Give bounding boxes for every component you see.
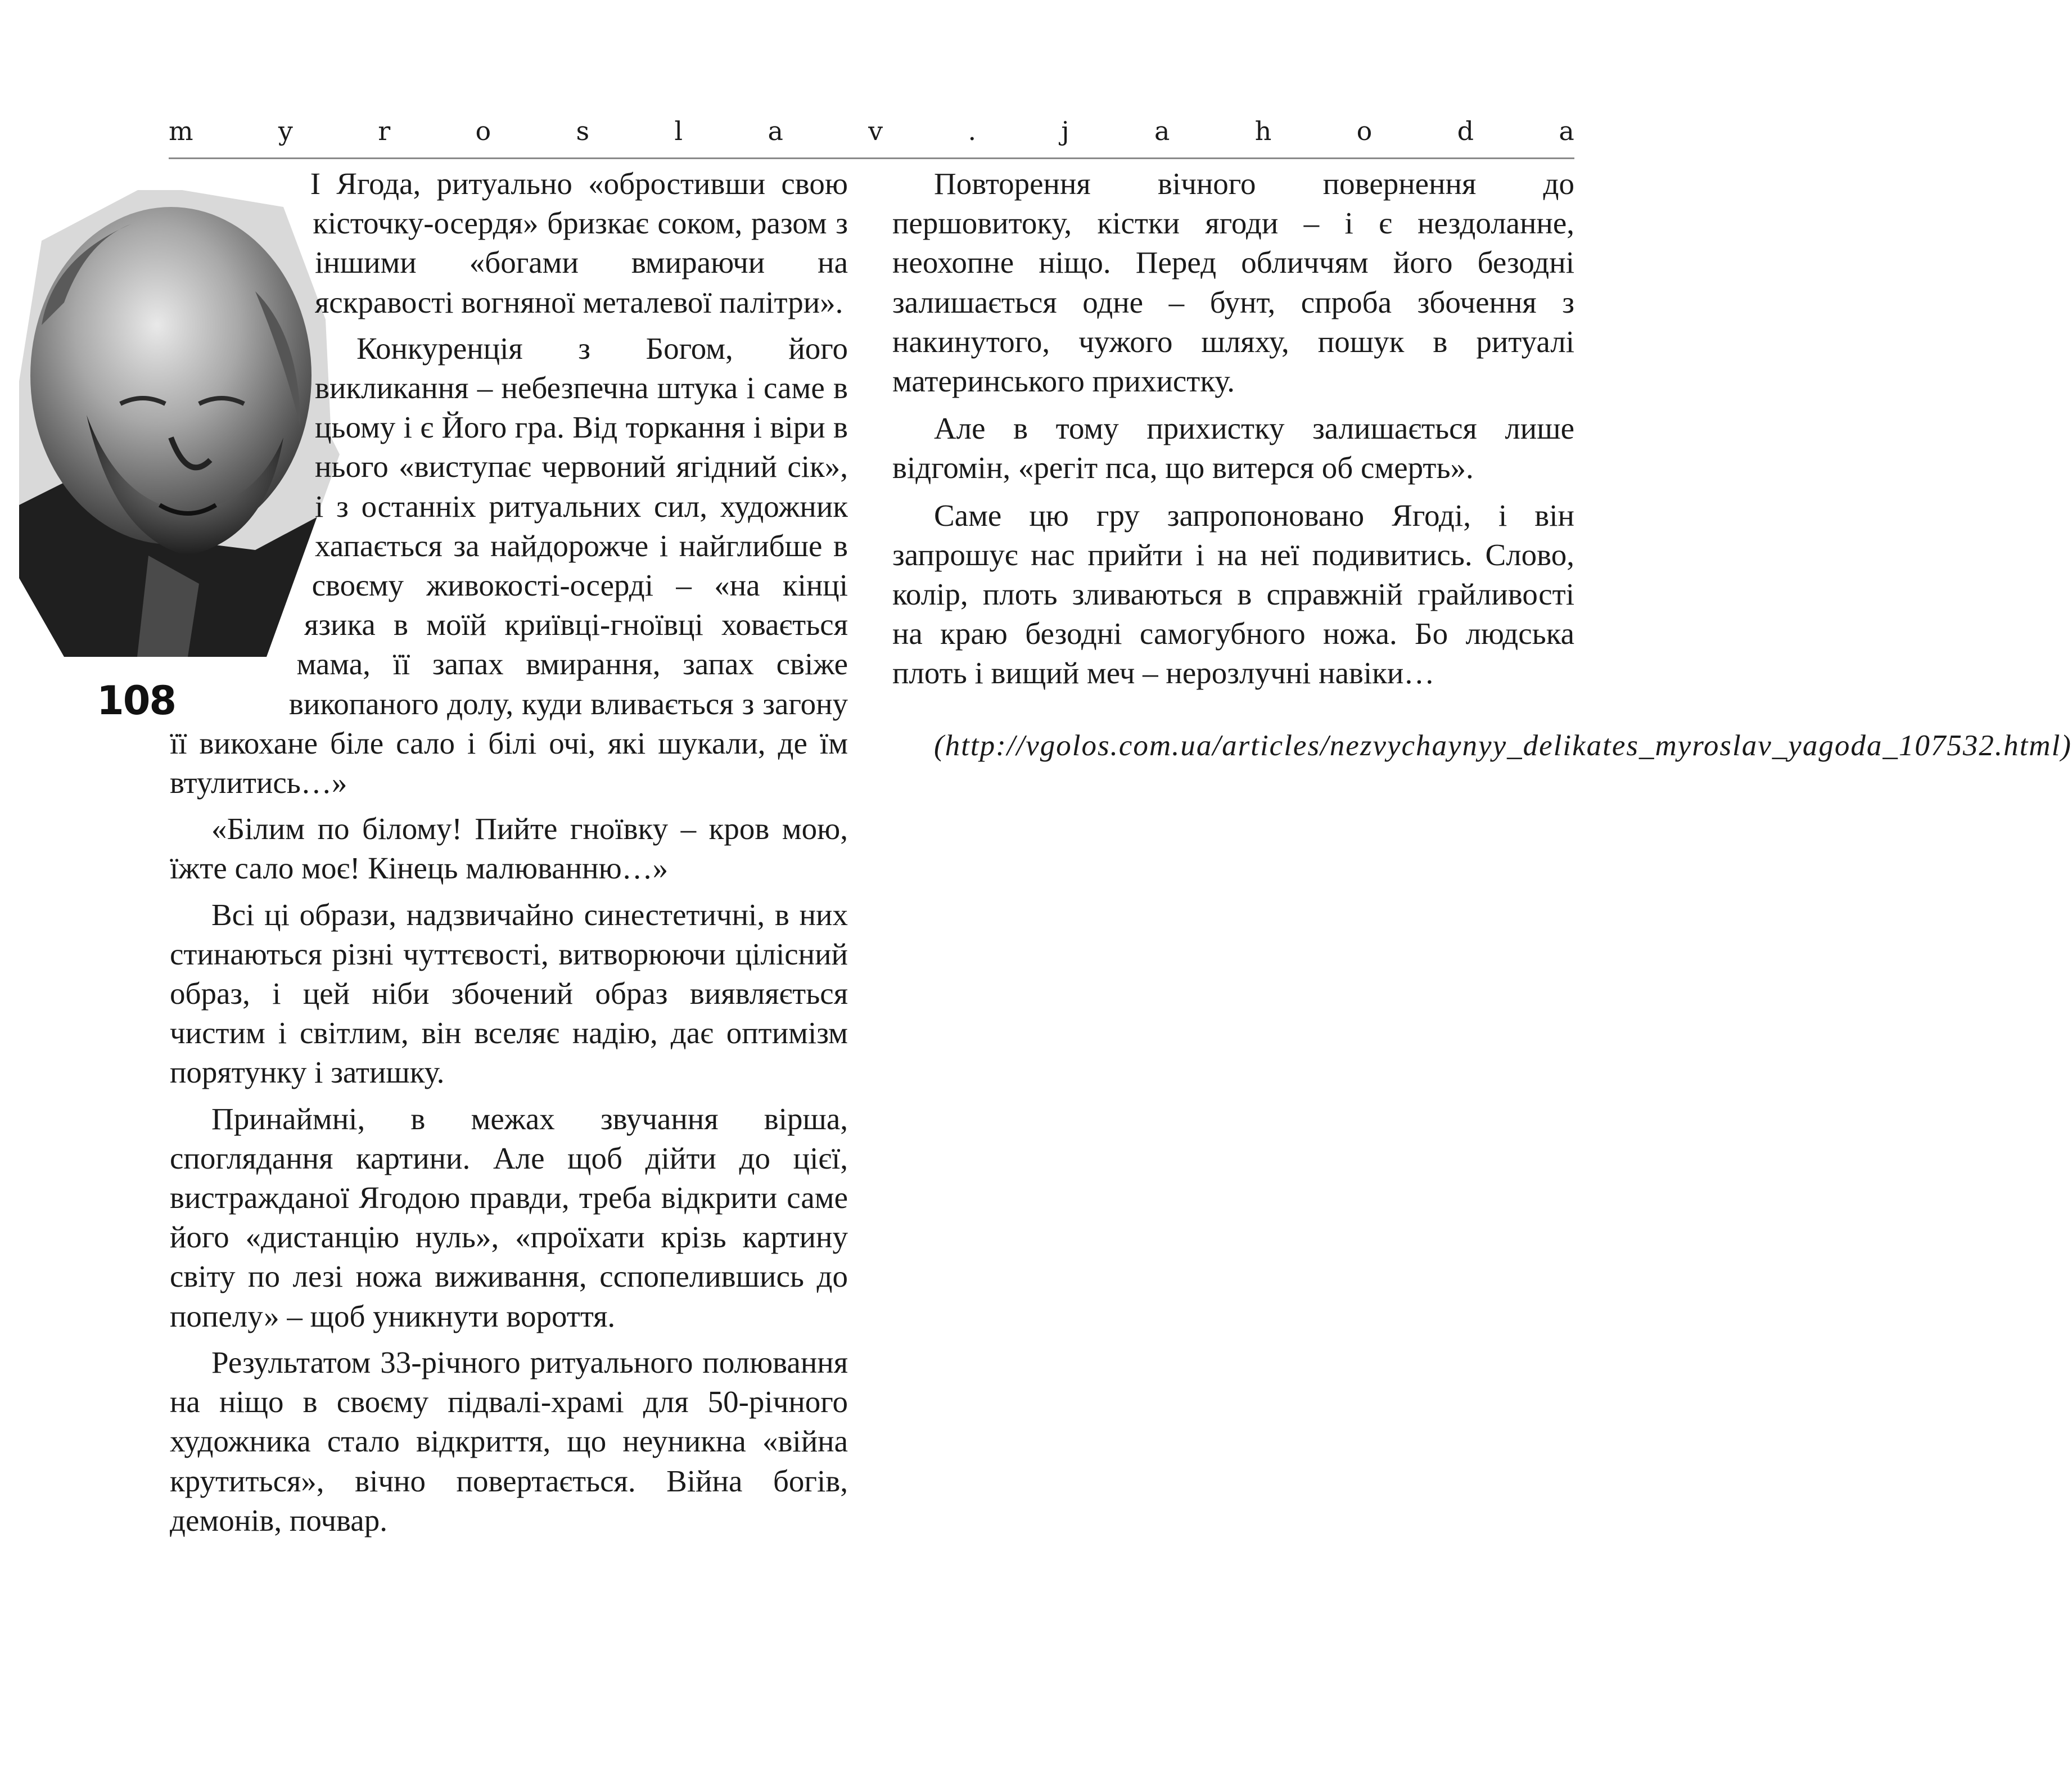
running-head-letter: a — [1559, 116, 1574, 146]
body-paragraph: Конкуренція з Богом, його викликання – небезпечна штука і саме в цьому і є Його гра. Від торкання і віри в нього «виступає червоний ягідний сік», і з останніх ритуальних сил, художник хапається за найдорожче і найглибше в своєму живокості-осерді – «на кінці язика в моїй криївці-гноївці ховається мама, її запах вмирання, запах свіже викопаного долу, куди вливається з загону її викохане біле сало і білі очі, які шукали, де їм втулитись…» — [170, 331, 848, 800]
running-head-letter: o — [475, 116, 491, 146]
body-paragraph: Повторення вічного повернення до першовитоку, кістки ягоди – і є нездоланне, неохопне ніщо. Перед обличчям його безодні залишається одне – бунт, спроба збочення з накинутого, чужого шляху, пошук в ритуалі материнського прихистку. — [892, 166, 1574, 399]
body-paragraph: Всі ці образи, надзвичайно синестетичні, в них стинаються різні чуттєвості, витворюючи цілісний образ, і цей ніби збочений образ виявляється чистим і світлим, він вселяє надію, дає оптимізм порятунку і затишку. — [170, 897, 848, 1090]
running-head-letter: y — [278, 116, 293, 146]
source-citation: (http://vgolos.com.ua/articles/nezvychaynyy_delikates_myroslav_yagoda_107532.html) — [934, 729, 2072, 762]
body-paragraph: Результатом 33-річного ритуального полювання на ніщо в своєму підвалі-храмі для 50-річного художника стало відкриття, що неуникна «війна крутиться», вічно повертається. Війна богів, демонів, почвар. — [170, 1345, 848, 1537]
running-head-letter: h — [1254, 116, 1272, 146]
body-paragraph: І Ягода, ритуально «обростивши свою кісточку-осердя» бризкає соком, разом з іншими «богами вмираючи на яскравості вогняної металевої палітри». — [310, 166, 848, 319]
body-paragraph: Принаймні, в межах звучання вірша, споглядання картини. Але щоб дійти до цієї, вистражданої Ягодою правди, треба відкрити саме його «дистанцію нуль», «проїхати крізь картину світу по лезі ножа виживання, сспопелившись до попелу» – щоб уникнути вороття. — [170, 1101, 848, 1333]
running-head-letter: o — [1356, 116, 1373, 146]
running-head-letter: j — [1061, 116, 1069, 146]
body-paragraph: Саме цю гру запропоновано Ягоді, і він запрошує нас прийти і на неї подивитись. Слово, колір, плоть зливаються в справжній грайливості на краю безодні самогубного ножа. Бо людська плоть і вищий меч – нерозлучні навіки… — [892, 498, 1574, 691]
running-head-letter: m — [169, 116, 193, 146]
running-head-letter: l — [674, 116, 683, 146]
header-rule — [169, 157, 1574, 159]
left-column — [170, 164, 848, 1540]
running-head-letter: a — [768, 116, 783, 146]
running-head-letter: . — [968, 116, 977, 146]
body-paragraph: «Білим по білому! Пийте гноївку – кров мою, їжте сало моє! Кінець малюванню…» — [170, 811, 848, 886]
running-head — [169, 107, 1574, 146]
page-number: 108 — [97, 678, 176, 724]
photo-text-wrap-space — [170, 164, 315, 715]
running-head-letter: s — [576, 116, 590, 146]
body-paragraph: Але в тому прихистку залишається лише відгомін, «регіт пса, що витерся об смерть». — [892, 411, 1574, 485]
running-head-letter: d — [1457, 116, 1474, 146]
running-head-letter: r — [378, 116, 391, 146]
running-head-letter: a — [1154, 116, 1170, 146]
right-column — [892, 164, 2072, 765]
running-head-letter: v — [868, 116, 883, 146]
